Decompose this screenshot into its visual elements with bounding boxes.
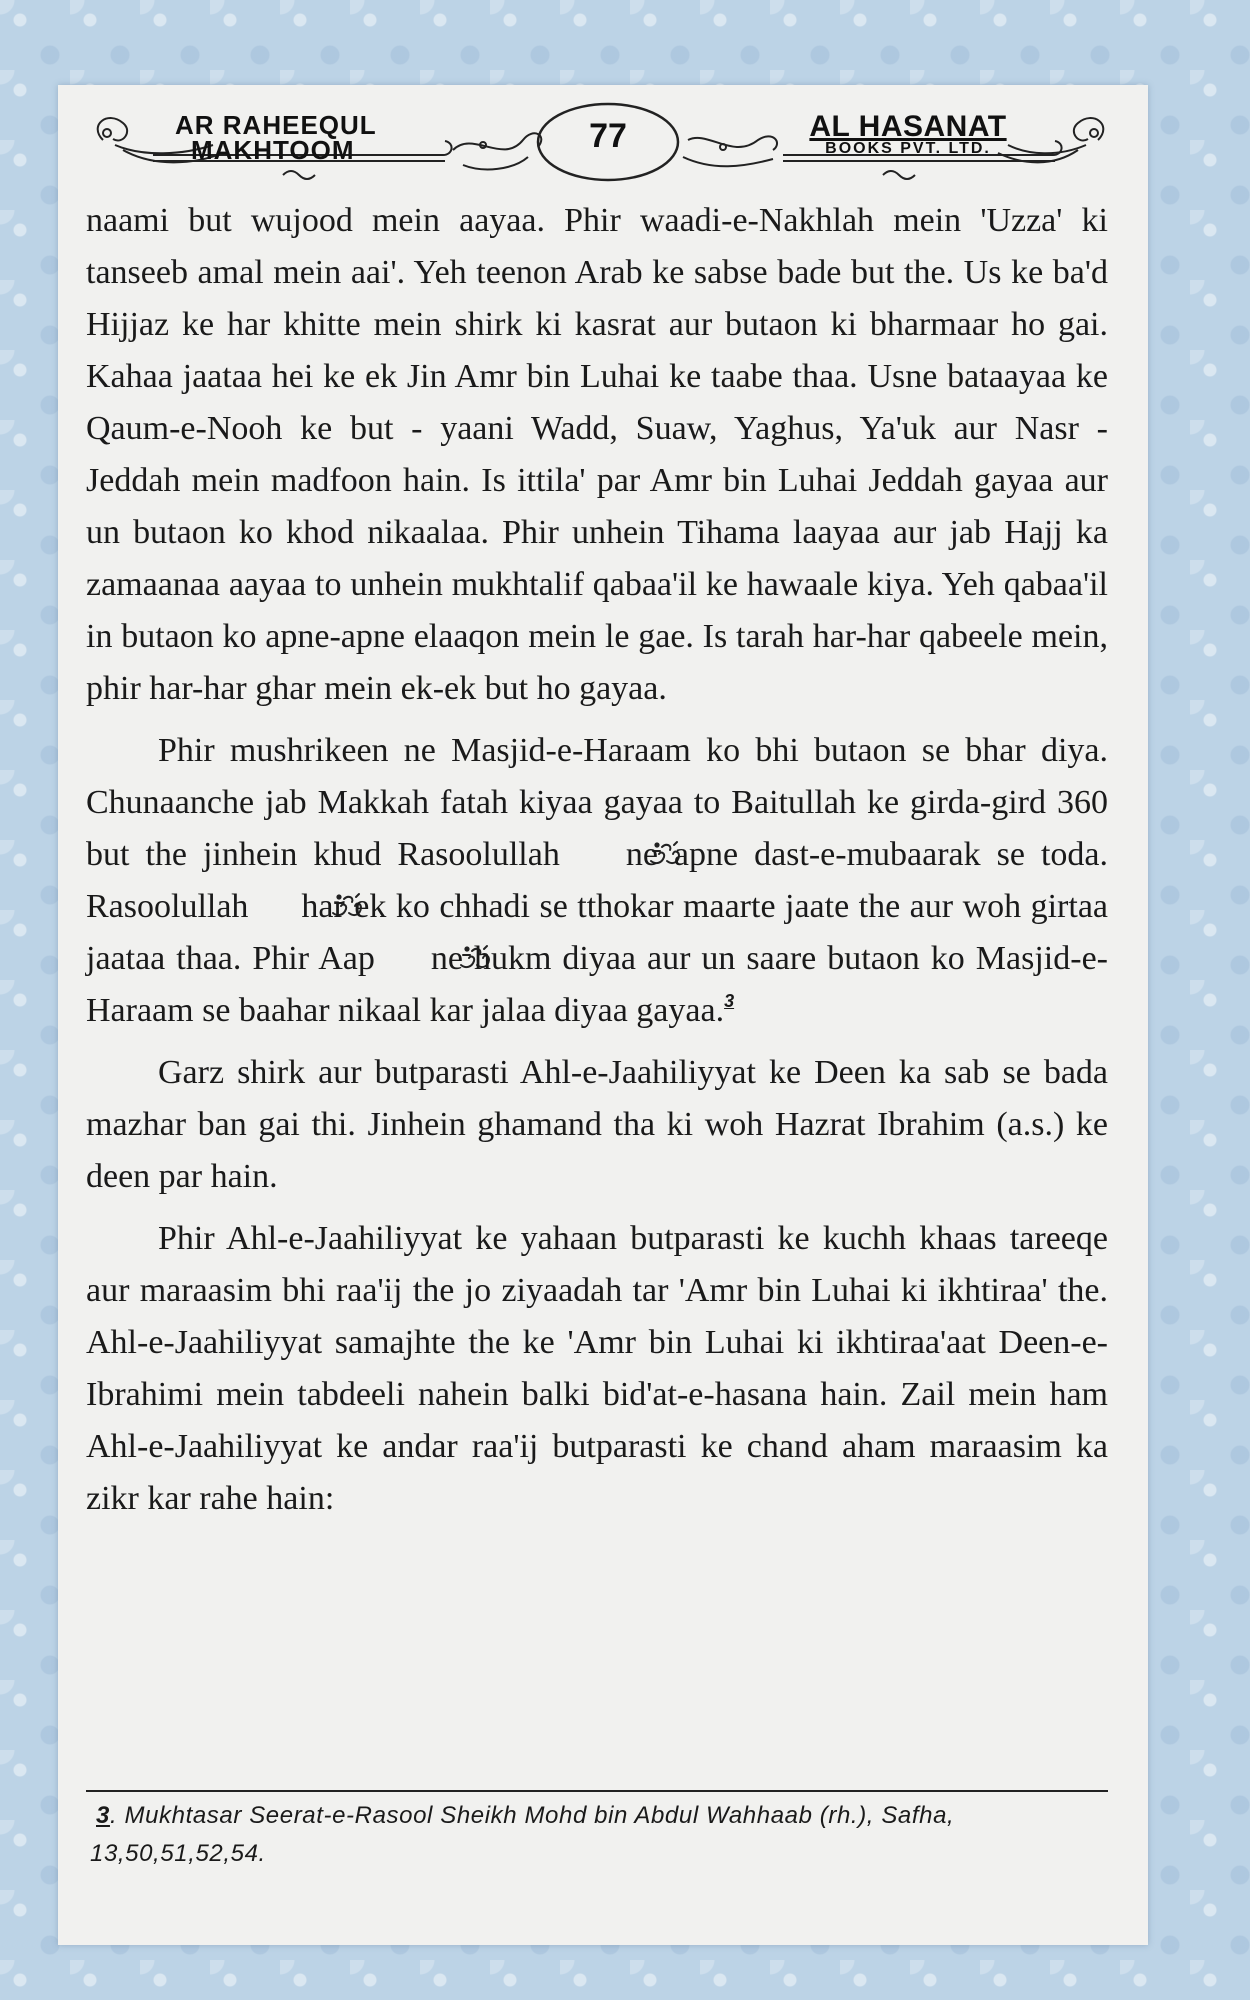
paragraph-text: har ek ko chhadi se tthokar maarte jaate the aur woh girtaa jaataa thaa. Phir Aap bbox=[86, 888, 1109, 977]
book-title-line-2: MAKHTOOM bbox=[191, 135, 355, 165]
footnote-divider bbox=[86, 1790, 1108, 1792]
footnote-reference[interactable]: 3 bbox=[724, 991, 735, 1011]
paragraph-text: naami but wujood mein aayaa. Phir waadi-e-Nakhlah mein 'Uzza' ki tanseeb amal mein aai'. Yeh teenon Arab ke sabse bade but the. Us ke ba'd Hijjaz ke har khitte mein shirk ki kasrat aur butaon ki bharmaar ho gai. Kahaa jaataa hei ke ek Jin Amr bin Luhai ke taabe thaa. Usne bataayaa ke Qaum-e-Nooh ke but - yaani Wadd, Suaw, Yaghus, Ya'uk aur Nasr - Jeddah mein madfoon hain. Is ittila' par Amr bin Luhai Jeddah gayaa aur un butaon ko khod nikaalaa. Phir unhein Tihama laayaa aur jab Hajj ka zamaanaa aayaa to unhein mukhtalif qabaa'il ke hawaale kiya. Yeh qabaa'il in butaon ko apne-apne elaaqon mein le gae. Is tarah har-har qabeele mein, phir har-har ghar mein ek-ek but ho gayaa. bbox=[86, 202, 1108, 707]
footnote-number: 3 bbox=[96, 1802, 110, 1829]
saw-honorific-icon bbox=[258, 885, 292, 915]
body-text bbox=[86, 195, 1108, 1535]
paragraph-text: Garz shirk aur butparasti Ahl-e-Jaahiliyyat ke Deen ka sab se bada mazhar ban gai thi. Jinhein ghamand tha ki woh Hazrat Ibrahim (a.s.) ke deen par hain. bbox=[86, 1054, 1108, 1195]
publisher-name bbox=[788, 110, 1028, 157]
book-page bbox=[58, 85, 1148, 1945]
paragraph-text: ne apne dast-e-mubaarak se toda. Rasoolullah bbox=[86, 836, 1108, 925]
paragraph bbox=[86, 1047, 1108, 1203]
paragraph-text: Phir Ahl-e-Jaahiliyyat ke yahaan butparasti ke kuchh khaas tareeqe aur maraasim bhi raa'ij the jo ziyaadah tar 'Amr bin Luhai ki ikhtiraa' the. Ahl-e-Jaahiliyyat samajhte the ke 'Amr bin Luhai ki ikhtiraa'aat Deen-e-Ibrahimi mein tabdeeli nahein balki bid'at-e-hasana hain. Zail mein ham Ahl-e-Jaahiliyyat ke andar raa'ij butparasti ke chand aham maraasim ka zikr kar rahe hain: bbox=[86, 1220, 1108, 1517]
book-title bbox=[163, 110, 423, 165]
saw-honorific-icon bbox=[386, 937, 420, 967]
footnote bbox=[90, 1797, 1105, 1873]
paragraph bbox=[86, 1213, 1108, 1525]
footnote-text: . Mukhtasar Seerat-e-Rasool Sheikh Mohd bin Abdul Wahhaab (rh.), Safha, 13,50,51,52,54. bbox=[90, 1802, 955, 1867]
saw-honorific-icon bbox=[576, 833, 610, 863]
publisher-line-1: AL HASANAT bbox=[809, 110, 1007, 143]
page-header bbox=[83, 95, 1118, 190]
paragraph-text: Phir mushrikeen ne Masjid-e-Haraam ko bhi butaon se bhar diya. Chunaanche jab Makkah fatah kiyaa gayaa to Baitullah ke girda-gird 360 but the jinhein khud Rasoolullah bbox=[86, 732, 1108, 873]
paragraph bbox=[86, 195, 1108, 715]
paragraph bbox=[86, 725, 1108, 1037]
book-title-line-1: AR RAHEEQUL bbox=[175, 110, 377, 140]
publisher-line-2: BOOKS PVT. LTD. bbox=[825, 140, 991, 157]
paragraph-text: ne hukm diyaa aur un saare butaon ko Masjid-e-Haraam se baahar nikaal kar jalaa diyaa gayaa. bbox=[86, 940, 1108, 1029]
page-number: 77 bbox=[589, 117, 627, 155]
